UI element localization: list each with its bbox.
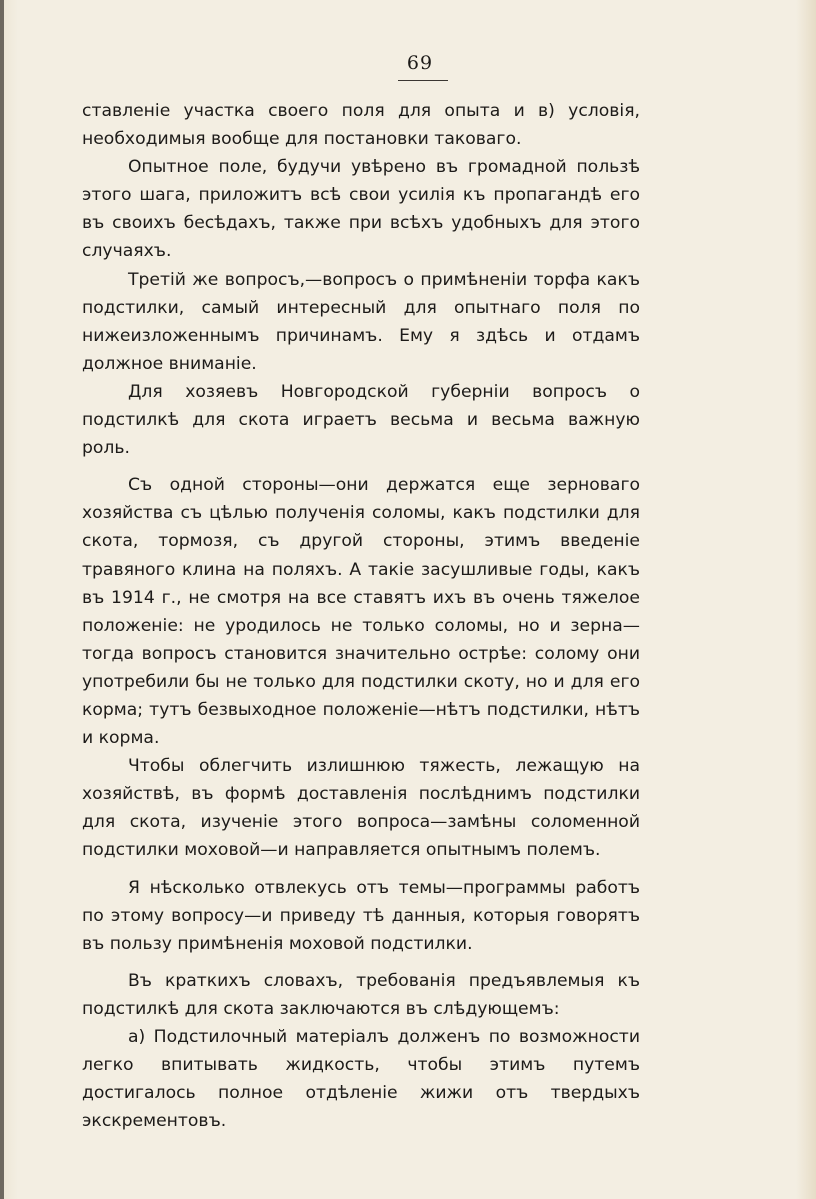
body-text	[82, 97, 640, 1135]
paragraph-6: Чтобы облегчить излишнюю тяжесть, лежащую на хозяйствѣ, въ формѣ доставленія послѣднимъ подстилки для скота, изученіе этого вопроса—замѣны соломенной подстилки моховой—и направляется опытнымъ полемъ.	[82, 756, 640, 861]
page-number-rule	[398, 80, 448, 81]
paragraph-4: Для хозяевъ Новгородской губерніи вопросъ о подстилкѣ для скота играетъ весьма и весьма важную роль.	[82, 381, 640, 459]
paragraph-8: Въ краткихъ словахъ, требованія предъявлемыя къ подстилкѣ для скота заключаются въ слѣдующемъ:	[82, 970, 640, 1019]
page-binding-edge	[0, 0, 4, 1199]
page-number: 69	[406, 52, 434, 74]
paragraph-9: а) Подстилочный матеріалъ долженъ по возможности легко впитывать жидкость, чтобы этимъ путемъ достигалось полное отдѣленіе жижи отъ твердыхъ экскрементовъ.	[82, 1027, 640, 1132]
paragraph-1: ставленіе участка своего поля для опыта и в) условія, необходимыя вообще для постановки таковаго.	[82, 101, 640, 150]
paragraph-7: Я нѣсколько отвлекусь отъ темы—программы работъ по этому вопросу—и приведу тѣ данныя, которыя говорятъ въ пользу примѣненія моховой подстилки.	[82, 877, 640, 954]
paragraph-2: Опытное поле, будучи увѣрено въ громадной пользѣ этого шага, приложитъ всѣ свои усилія къ пропагандѣ его въ своихъ бесѣдахъ, также при всѣхъ удобныхъ для этого случаяхъ.	[82, 157, 640, 262]
paragraph-5: Съ одной стороны—они держатся еще зерноваго хозяйства съ цѣлью полученія соломы, какъ подстилки для скота, тормозя, съ другой стороны, этимъ введеніе травяного клина на поляхъ. А такіе засушливые годы, какъ въ 1914 г., не смотря на все ставятъ ихъ въ очень тяжелое положеніе: не уродилось не только соломы, но и зерна—тогда вопросъ становится значительно острѣе: солому они употребили бы не только для подстилки скоту, но и для его корма; тутъ безвыходное положеніе—нѣтъ подстилки, нѣтъ и корма.	[82, 475, 640, 749]
paragraph-3: Третій же вопросъ,—вопросъ о примѣненіи торфа какъ подстилки, самый интересный для опытнаго поля по нижеизложеннымъ причинамъ. Ему я здѣсь и отдамъ должное вниманіе.	[82, 269, 640, 374]
